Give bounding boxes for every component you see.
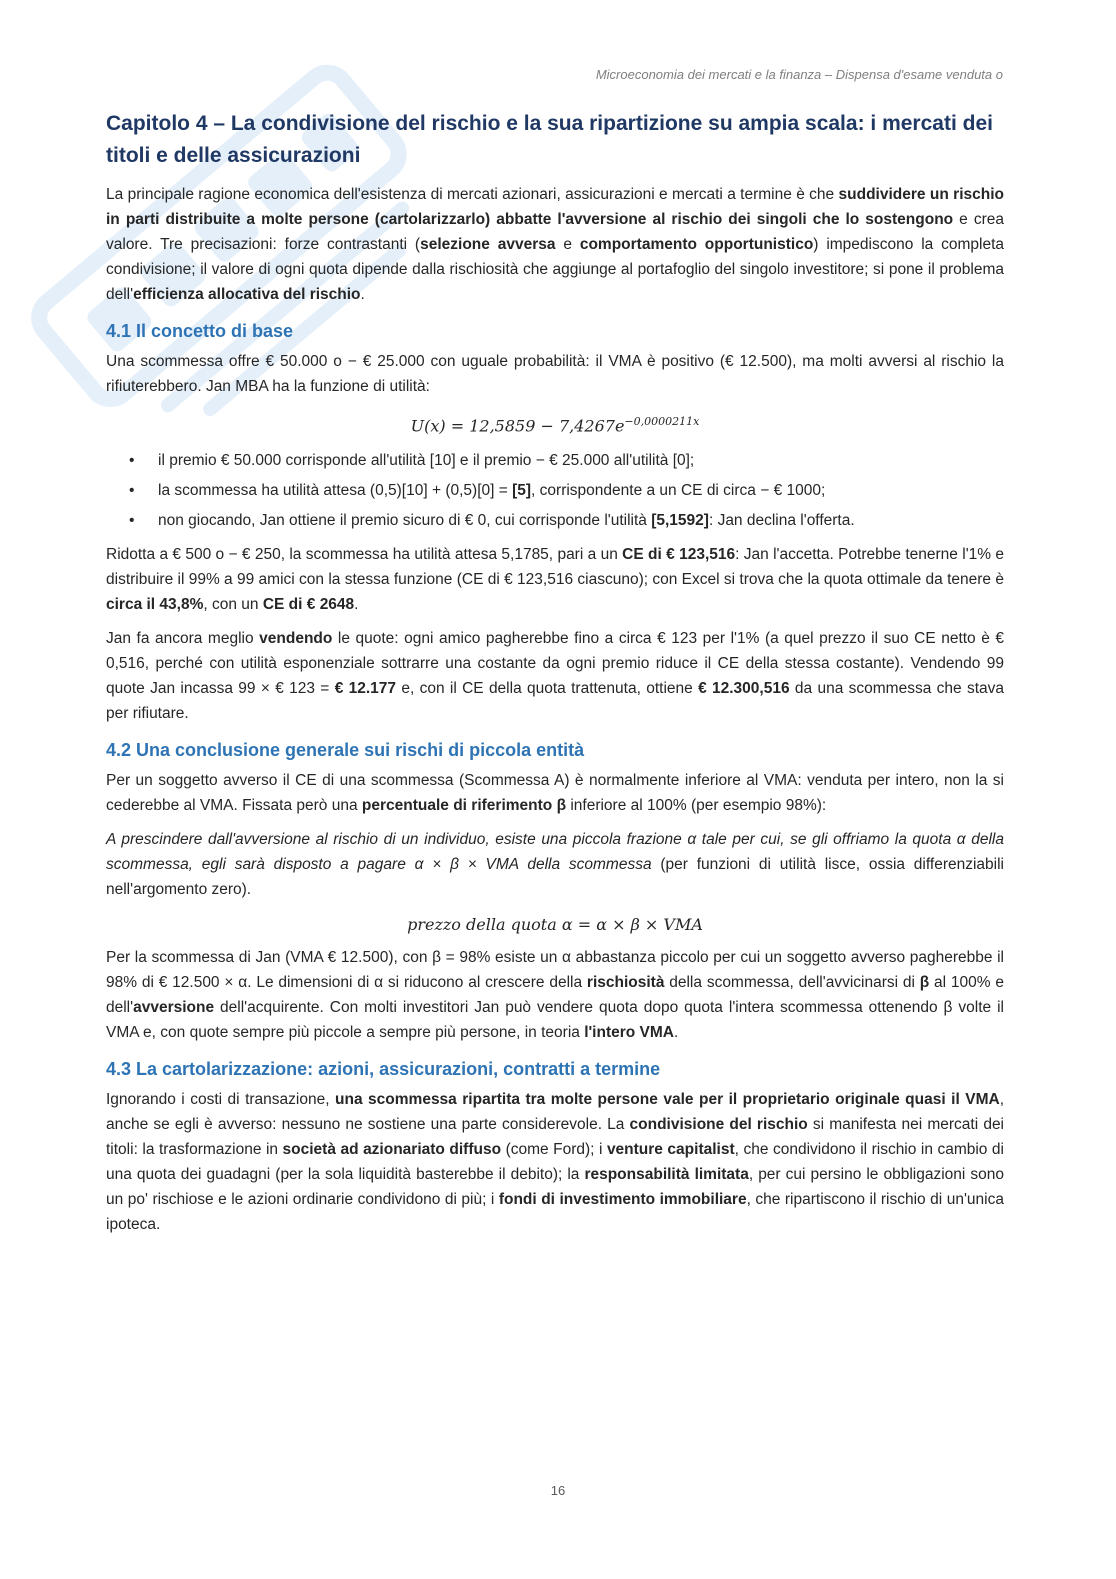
price-formula: prezzo della quota α = α × β × VMA [407,915,703,935]
page-number: 16 [550,1483,566,1498]
bullet-icon: • [129,512,135,530]
list-item: • il premio € 50.000 corrisponde all'utilità [10] e il premio − € 25.000 all'utilità [0]; [106,446,1004,476]
s41-paragraph-2: Ridotta a € 500 o − € 250, la scommessa ha utilità attesa 5,1785, pari a un CE di € 123,516: Jan l'accetta. Potrebbe tenerne l'1% e distribuire il 99% a 99 amici con la stessa funzione (CE di € 123,516 ciascuno); con Excel si trova che la quota ottimale da tenere è circa il 43,8%, con un CE di € 2648. [106,546,1005,614]
s41-bullet-list [106,446,1004,536]
s43-paragraph-1: Ignorando i costi di transazione, una scommessa ripartita tra molte persone vale per il proprietario originale quasi il VMA, anche se egli è avverso: nessuno ne sostiene una parte considerevole. La condivisione del rischio si manifesta nei mercati dei titoli: la trasformazione in società ad azionariato diffuso (come Ford); i venture capitalist, che condividono il rischio in cambio di una quota dei guadagni (per la sola liquidità basterebbe il debito); la responsabilità limitata, per cui persino le obbligazioni sono un po' rischiose e le azioni ordinarie condividono di più; i fondi di investimento immobiliare, che ripartiscono il rischio di un'unica ipoteca. [106,1091,1005,1234]
intro-paragraph: La principale ragione economica dell'esistenza di mercati azionari, assicurazioni e mercati a termine è che suddividere un rischio in parti distribuite a molte persone (cartolarizzarlo) abbatte l'avversione al rischio dei singoli che lo sostengono e crea valore. Tre precisazioni: forze contrastanti (selezione avversa e comportamento opportunistico) impediscono la completa condivisione; il valore di ogni quota dipende dalla rischiosità che aggiunge al portafoglio del singolo investitore; si pone il problema dell'efficienza allocativa del rischio. [106,186,1005,303]
section-title-4-3: 4.3 La cartolarizzazione: azioni, assicurazioni, contratti a termine [106,1059,661,1080]
list-item: • non giocando, Jan ottiene il premio sicuro di € 0, cui corrisponde l'utilità [5,1592]: Jan declina l'offerta. [106,506,1004,536]
bullet-icon: • [129,452,135,470]
page-content [106,108,1004,1246]
s42-paragraph-2: A prescindere dall'avversione al rischio di un individuo, esiste una piccola frazione α tale per cui, se gli offriamo la quota α della scommessa, egli sarà disposto a pagare α × β × VMA della scommessa (per funzioni di utilità lisce, ossia differenziabili nell'argomento zero). [106,831,1004,899]
chapter-title: Capitolo 4 – La condivisione del rischio e la sua ripartizione su ampia scala: i mercati dei titoli e delle assicurazioni [106,112,993,167]
running-header: Microeconomia dei mercati e la finanza – Dispensa d'esame venduta o [595,67,1003,82]
section-title-4-2: 4.2 Una conclusione generale sui rischi di piccola entità [106,740,585,761]
s41-paragraph-1: Una scommessa offre € 50.000 o − € 25.000 con uguale probabilità: il VMA è positivo (€ 12.500), ma molti avversi al rischio la rifiuterebbero. Jan MBA ha la funzione di utilità: [106,353,1004,395]
list-item: • la scommessa ha utilità attesa (0,5)[10] + (0,5)[0] = [5], corrispondente a un CE di circa − € 1000; [106,476,1004,506]
s42-paragraph-1: Per un soggetto avverso il CE di una scommessa (Scommessa A) è normalmente inferiore al VMA: venduta per intero, non la si cederebbe al VMA. Fissata però una percentuale di riferimento β inferiore al 100% (per esempio 98%): [106,772,1004,815]
section-title-4-1: 4.1 Il concetto di base [106,321,294,341]
utility-formula: $U(x) = 12,5859 - 7,4267e^{-0,0000211x}$ [410,415,700,436]
s42-paragraph-3: Per la scommessa di Jan (VMA € 12.500), con β = 98% esiste un α abbastanza piccolo per cui un soggetto avverso pagherebbe il 98% di € 12.500 × α. Le dimensioni di α si riducono al crescere della rischiosità della scommessa, dell'avvicinarsi di β al 100% e dell'avversione dell'acquirente. Con molti investitori Jan può vendere quota dopo quota l'intera scommessa ottenendo β volte il VMA e, con quote sempre più piccole a sempre più persone, in teoria l'intero VMA. [106,949,1005,1042]
bullet-icon: • [129,482,135,500]
s41-paragraph-3: Jan fa ancora meglio vendendo le quote: ogni amico pagherebbe fino a circa € 123 per l'1% (a quel prezzo il suo CE netto è € 0,516, perché con utilità esponenziale sottrarre una costante da ogni premio riduce il CE della stessa costante). Vendendo 99 quote Jan incassa 99 × € 123 = € 12.177 e, con il CE della quota trattenuta, ottiene € 12.300,516 da una scommessa che stava per rifiutare. [106,630,1005,723]
